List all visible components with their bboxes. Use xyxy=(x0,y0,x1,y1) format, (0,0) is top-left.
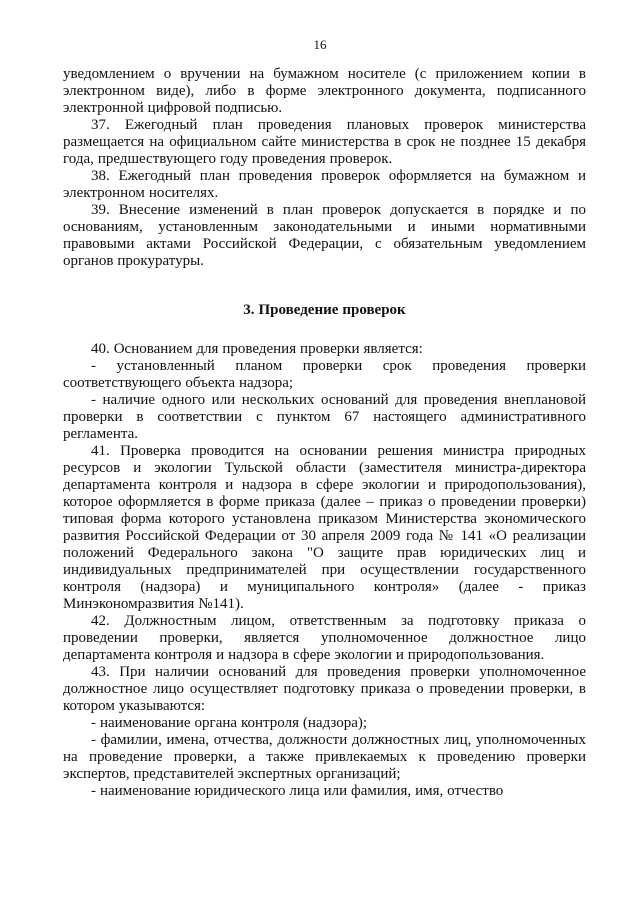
page-number: 16 xyxy=(313,37,327,52)
document-body xyxy=(63,66,586,800)
paragraph: - наименование юридического лица или фамилия, имя, отчество xyxy=(91,783,504,799)
paragraph: 37. Ежегодный план проведения плановых проверок министерства размещается на официальном сайте министерства в срок не позднее 15 декабря года, предшествующего году проведения проверок. xyxy=(63,117,586,167)
paragraph: 39. Внесение изменений в план проверок допускается в порядке и по основаниям, установленным законодательными и иными нормативными правовыми актами Российской Федерации, с обязательным уведомлением органов прокуратуры. xyxy=(63,202,586,269)
paragraphs-after xyxy=(63,341,586,800)
paragraph: 38. Ежегодный план проведения проверок оформляется на бумажном и электронном носителях. xyxy=(63,168,586,201)
paragraph: - наименование органа контроля (надзора); xyxy=(91,715,368,731)
paragraph: - наличие одного или нескольких оснований для проведения внеплановой проверки в соответствии с пунктом 67 настоящего административного регламента. xyxy=(63,392,586,442)
paragraphs-before xyxy=(63,66,586,270)
paragraph: 42. Должностным лицом, ответственным за подготовку приказа о проведении проверки, является уполномоченное должностное лицо департамента контроля и надзора в сфере экологии и природопользования. xyxy=(63,613,586,663)
section-heading: 3. Проведение проверок xyxy=(243,302,406,318)
paragraph: - установленный планом проверки срок проведения проверки соответствующего объекта надзора; xyxy=(63,358,586,391)
paragraph: 41. Проверка проводится на основании решения министра природных ресурсов и экологии Тульской области (заместителя министра-директора департамента контроля и надзора в сфере экологии и природопользования), которое оформляется в форме приказа (далее – приказ о проведении проверки) типовая форма которого установлена приказом Министерства экономического развития Российской Федерации от 30 апреля 2009 года № 141 «О реализации положений Федерального закона "О защите прав юридических лиц и индивидуальных предпринимателей при осуществлении государственного контроля (надзора) и муниципального контроля» (далее - приказ Минэкономразвития №141). xyxy=(63,443,586,612)
paragraph: - фамилии, имена, отчества, должности должностных лиц, уполномоченных на проведение проверки, а также привлекаемых к проведению проверки экспертов, представителей экспертных организаций; xyxy=(63,732,586,782)
paragraph: 43. При наличии оснований для проведения проверки уполномоченное должностное лицо осуществляет подготовку приказа о проведении проверки, в котором указываются: xyxy=(63,664,586,714)
paragraph: уведомлением о вручении на бумажном носителе (с приложением копии в электронном виде), либо в форме электронного документа, подписанного электронной цифровой подписью. xyxy=(63,66,586,116)
paragraph: 40. Основанием для проведения проверки является: xyxy=(91,341,423,357)
